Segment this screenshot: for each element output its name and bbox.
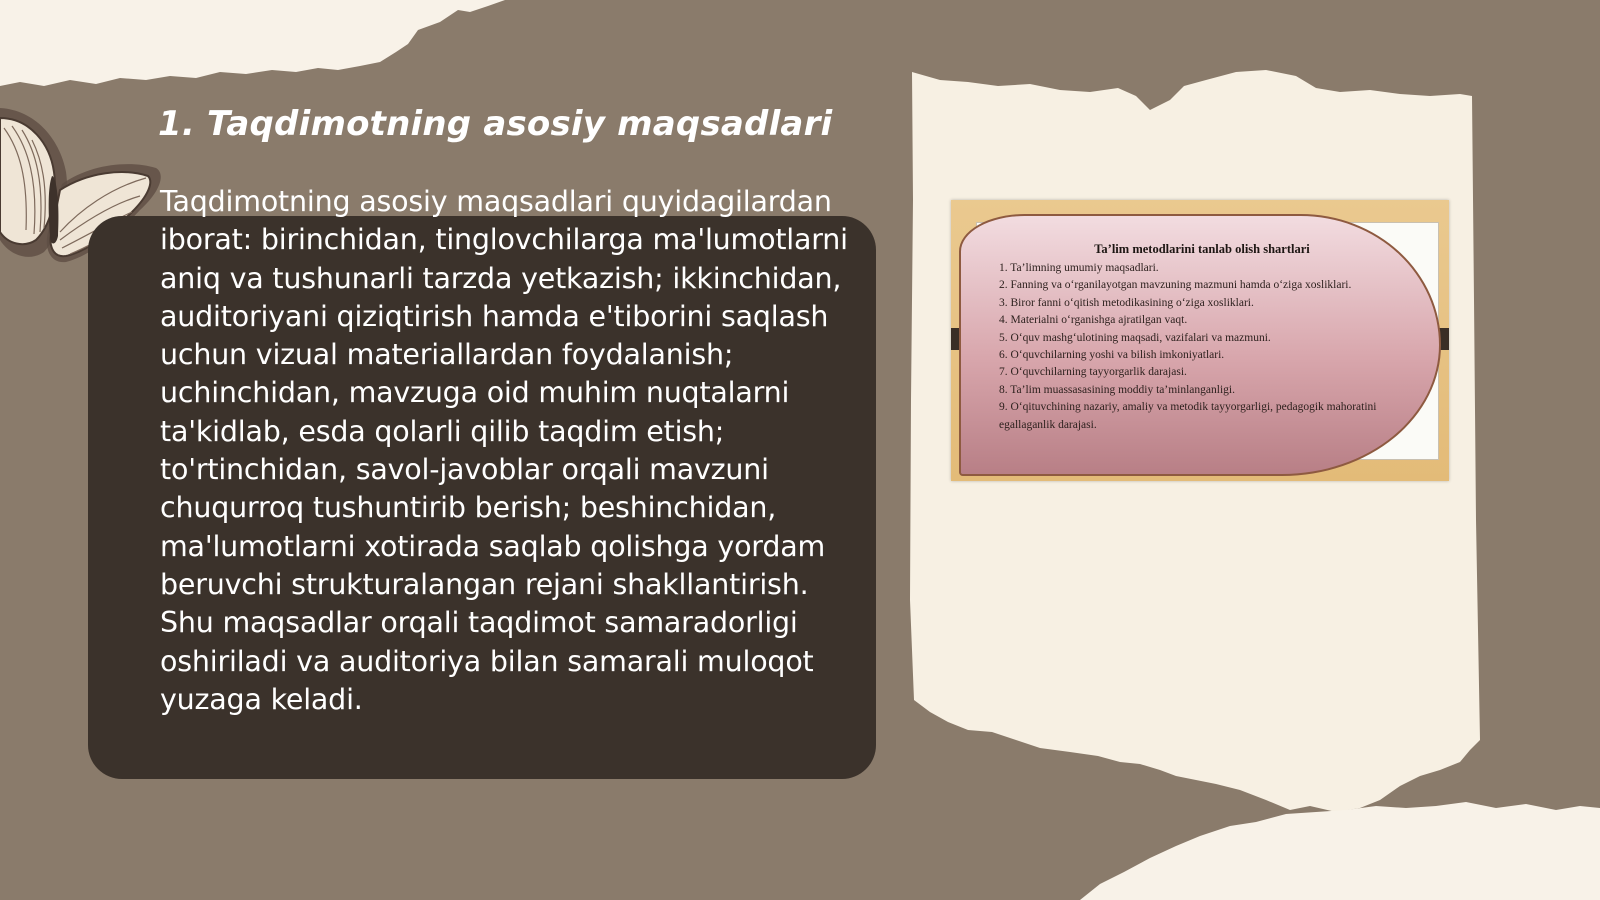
torn-paper-bottom-right bbox=[1080, 802, 1600, 900]
torn-paper-top-left bbox=[0, 0, 505, 86]
slide-body-text: Taqdimotning asosiy maqsadlari quyidagilardan iborat: birinchidan, tinglovchilarga ma'lumotlarni aniq va tushunarli tarzda yetkazish; ikkinchidan, auditoriyani qiziqtirish hamda e'tiborini saqlash uchun vizual materiallardan foydalanish; uchinchidan, mavzuga oid muhim nuqtalarni ta'kidlab, esda qolarli qilib taqdim etish; to'rtinchidan, savol-javoblar orqali mavzuni chuqurroq tushuntirib berish; beshinchidan, ma'lumotlarni xotirada saqlab qolishga yordam beruvchi strukturalangan rejani shakllantirish. Shu maqsadlar orqali taqdimot samaradorligi oshiriladi va auditoriya bilan samarali muloqot yuzaga keladi. bbox=[160, 185, 848, 716]
embedded-slide-image bbox=[951, 200, 1449, 481]
embedded-slide-heading: Ta’lim metodlarini tanlab olish shartlari bbox=[1094, 242, 1310, 256]
list-item: 7. O‘quvchilarning tayyorgarlik darajasi. bbox=[999, 366, 1187, 379]
list-item: 1. Ta’limning umumiy maqsadlari. bbox=[999, 262, 1159, 274]
list-item: 9. O‘qituvchining nazariy, amaliy va metodik tayyorgarligi, pedagogik mahoratini egallaganlik darajasi. bbox=[999, 401, 1377, 431]
list-item: 5. O‘quv mashg‘ulotining maqsadi, vazifalari va mazmuni. bbox=[999, 331, 1271, 344]
list-item: 8. Ta’lim muassasasining moddiy ta’minlanganligi. bbox=[999, 383, 1235, 396]
list-item: 3. Biror fanni o‘qitish metodikasining o‘ziga xosliklari. bbox=[999, 296, 1254, 309]
slide-title: 1. Taqdimotning asosiy maqsadlari bbox=[158, 104, 833, 144]
list-item: 2. Fanning va o‘rganilayotgan mavzuning mazmuni hamda o‘ziga xosliklari. bbox=[999, 279, 1352, 292]
embedded-slide-list bbox=[999, 260, 1395, 434]
list-item: 6. O‘quvchilarning yoshi va bilish imkoniyatlari. bbox=[999, 349, 1225, 362]
list-item: 4. Materialni o‘rganishga ajratilgan vaqt. bbox=[999, 314, 1188, 327]
